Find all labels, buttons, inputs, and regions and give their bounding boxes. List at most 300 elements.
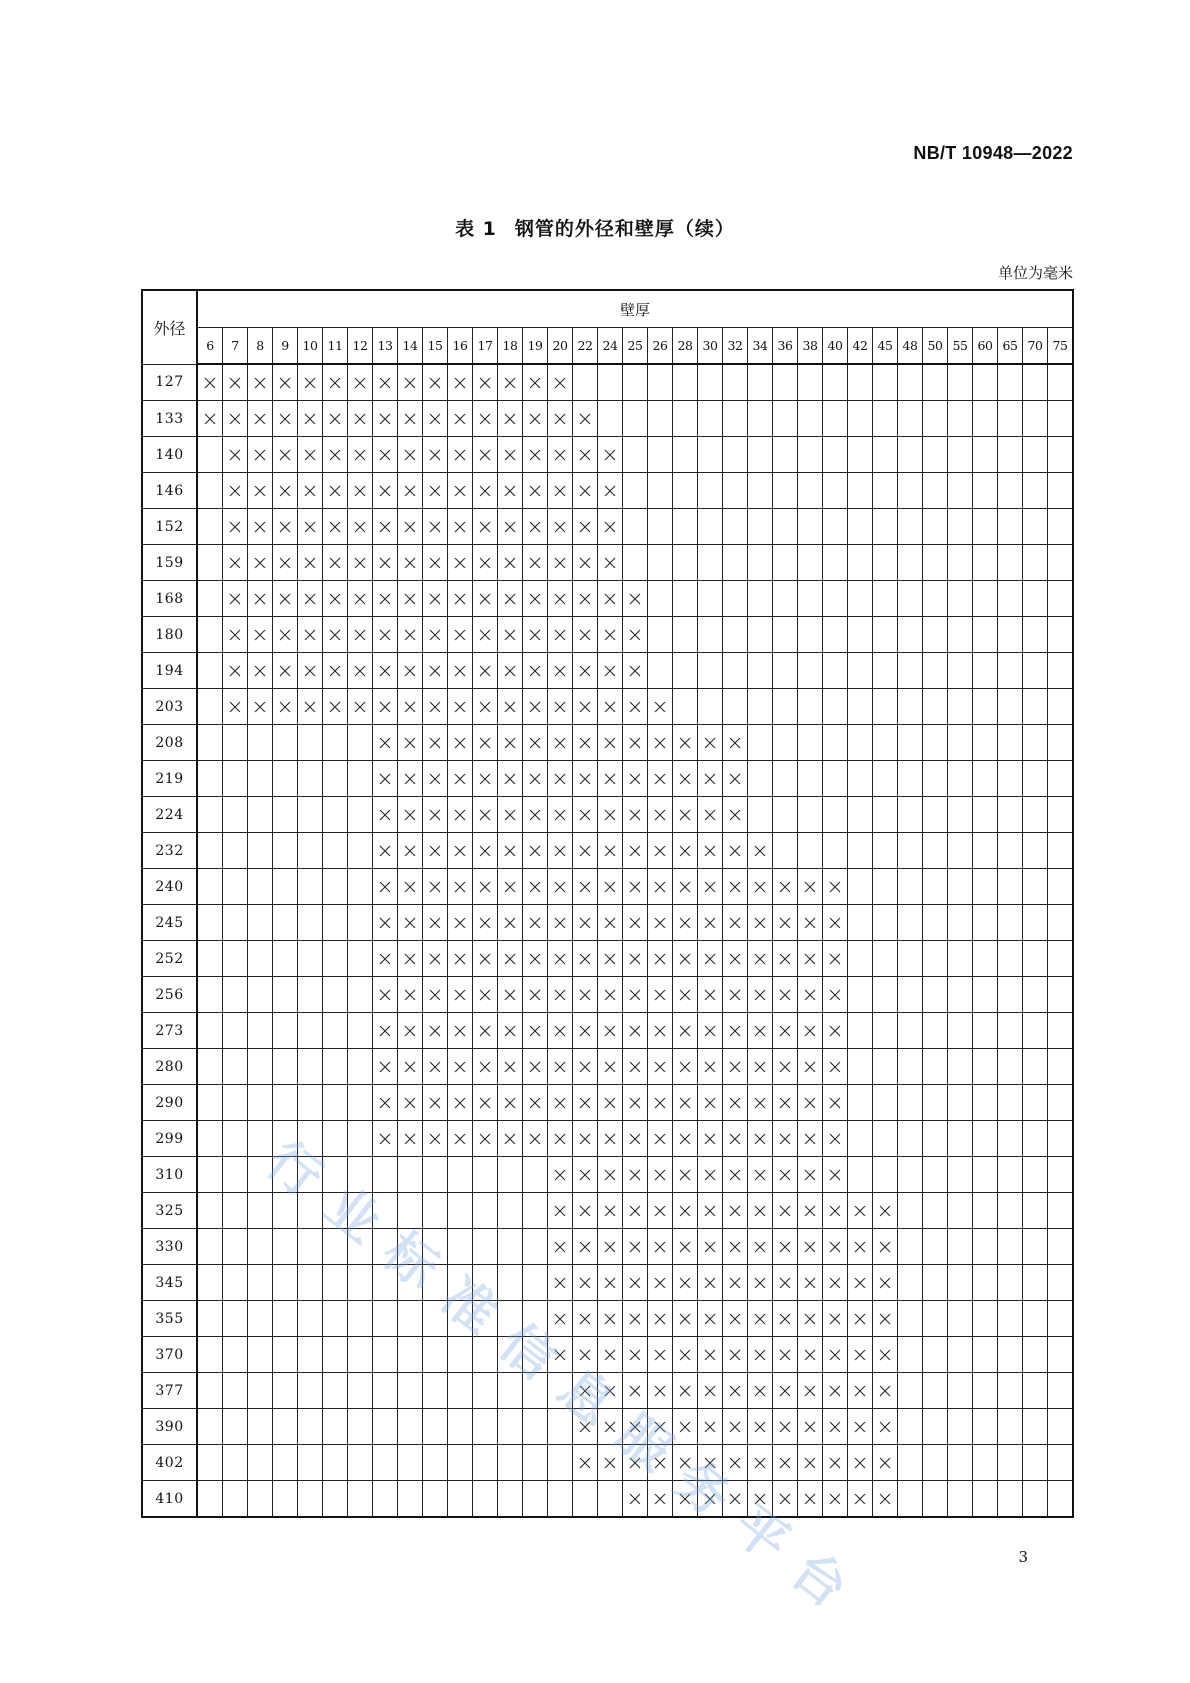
available-mark: [798, 1157, 823, 1193]
cross-mark-icon: [729, 1349, 741, 1361]
empty-cell: [773, 401, 798, 437]
empty-cell: [298, 1121, 323, 1157]
empty-cell: [648, 653, 673, 689]
cross-mark-icon: [404, 845, 416, 857]
cross-mark-icon: [404, 917, 416, 929]
cross-mark-icon: [429, 737, 441, 749]
empty-cell: [848, 725, 873, 761]
cross-mark-icon: [454, 989, 466, 1001]
empty-cell: [748, 653, 773, 689]
empty-cell: [923, 941, 948, 977]
cross-mark-icon: [604, 1457, 616, 1469]
empty-cell: [998, 1121, 1023, 1157]
cross-mark-icon: [479, 989, 491, 1001]
cross-mark-icon: [679, 1061, 691, 1073]
available-mark: [573, 1229, 598, 1265]
cross-mark-icon: [804, 1169, 816, 1181]
cross-mark-icon: [629, 1241, 641, 1253]
available-mark: [448, 869, 473, 905]
available-mark: [548, 509, 573, 545]
cross-mark-icon: [779, 989, 791, 1001]
empty-cell: [348, 905, 373, 941]
available-mark: [197, 401, 223, 437]
available-mark: [698, 1229, 723, 1265]
available-mark: [748, 1445, 773, 1481]
thickness-col-48: 48: [898, 328, 923, 365]
cross-mark-icon: [679, 1241, 691, 1253]
empty-cell: [848, 941, 873, 977]
empty-cell: [948, 905, 973, 941]
available-mark: [448, 1013, 473, 1049]
cross-mark-icon: [604, 1205, 616, 1217]
cross-mark-icon: [829, 1313, 841, 1325]
empty-cell: [848, 905, 873, 941]
cross-mark-icon: [729, 1097, 741, 1109]
cross-mark-icon: [654, 1241, 666, 1253]
empty-cell: [973, 364, 998, 401]
cross-mark-icon: [379, 1025, 391, 1037]
empty-cell: [423, 1265, 448, 1301]
cross-mark-icon: [829, 1493, 841, 1505]
empty-cell: [873, 725, 898, 761]
available-mark: [498, 1121, 523, 1157]
cross-mark-icon: [304, 557, 316, 569]
available-mark: [323, 581, 348, 617]
available-mark: [498, 545, 523, 581]
available-mark: [873, 1373, 898, 1409]
empty-cell: [348, 797, 373, 833]
available-mark: [498, 725, 523, 761]
cross-mark-icon: [479, 629, 491, 641]
available-mark: [523, 977, 548, 1013]
empty-cell: [948, 581, 973, 617]
empty-cell: [1048, 617, 1074, 653]
cross-mark-icon: [704, 1277, 716, 1289]
cross-mark-icon: [479, 809, 491, 821]
empty-cell: [273, 1085, 298, 1121]
empty-cell: [898, 941, 923, 977]
empty-cell: [673, 617, 698, 653]
cross-mark-icon: [379, 665, 391, 677]
thickness-header-row: [142, 328, 1073, 365]
empty-cell: [823, 725, 848, 761]
empty-cell: [923, 545, 948, 581]
available-mark: [798, 1481, 823, 1518]
empty-cell: [223, 1157, 248, 1193]
empty-cell: [323, 1301, 348, 1337]
available-mark: [723, 1229, 748, 1265]
empty-cell: [773, 725, 798, 761]
thickness-col-22: 22: [573, 328, 598, 365]
cross-mark-icon: [654, 809, 666, 821]
cross-mark-icon: [379, 1061, 391, 1073]
cross-mark-icon: [554, 665, 566, 677]
empty-cell: [673, 401, 698, 437]
empty-cell: [848, 761, 873, 797]
empty-cell: [1048, 1373, 1074, 1409]
available-mark: [598, 1049, 623, 1085]
available-mark: [498, 977, 523, 1013]
available-mark: [398, 941, 423, 977]
cross-mark-icon: [429, 629, 441, 641]
empty-cell: [1023, 1229, 1048, 1265]
available-mark: [197, 364, 223, 401]
cross-mark-icon: [729, 1025, 741, 1037]
cross-mark-icon: [804, 1025, 816, 1037]
cross-mark-icon: [729, 845, 741, 857]
cross-mark-icon: [879, 1457, 891, 1469]
empty-cell: [948, 725, 973, 761]
available-mark: [573, 1193, 598, 1229]
available-mark: [298, 545, 323, 581]
available-mark: [573, 905, 598, 941]
outer-diameter-cell: 299: [142, 1121, 197, 1157]
cross-mark-icon: [879, 1205, 891, 1217]
available-mark: [398, 653, 423, 689]
cross-mark-icon: [704, 845, 716, 857]
empty-cell: [998, 401, 1023, 437]
cross-mark-icon: [354, 665, 366, 677]
empty-cell: [698, 581, 723, 617]
empty-cell: [973, 1373, 998, 1409]
empty-cell: [523, 1265, 548, 1301]
available-mark: [373, 509, 398, 545]
empty-cell: [898, 1337, 923, 1373]
table-row: [142, 1409, 1073, 1445]
empty-cell: [248, 1445, 273, 1481]
empty-cell: [773, 689, 798, 725]
empty-cell: [848, 437, 873, 473]
cross-mark-icon: [529, 845, 541, 857]
cross-mark-icon: [404, 1097, 416, 1109]
empty-cell: [823, 545, 848, 581]
outer-diameter-cell: 146: [142, 473, 197, 509]
cross-mark-icon: [404, 629, 416, 641]
available-mark: [598, 1229, 623, 1265]
cross-mark-icon: [554, 593, 566, 605]
outer-diameter-cell: 152: [142, 509, 197, 545]
available-mark: [698, 725, 723, 761]
available-mark: [623, 1049, 648, 1085]
available-mark: [648, 761, 673, 797]
available-mark: [773, 869, 798, 905]
empty-cell: [873, 509, 898, 545]
empty-cell: [998, 1409, 1023, 1445]
cross-mark-icon: [629, 809, 641, 821]
empty-cell: [648, 401, 673, 437]
available-mark: [623, 869, 648, 905]
cross-mark-icon: [654, 701, 666, 713]
outer-diameter-cell: 208: [142, 725, 197, 761]
empty-cell: [773, 437, 798, 473]
available-mark: [373, 581, 398, 617]
empty-cell: [973, 1049, 998, 1085]
available-mark: [298, 653, 323, 689]
cross-mark-icon: [229, 485, 241, 497]
empty-cell: [223, 941, 248, 977]
cross-mark-icon: [804, 1061, 816, 1073]
cross-mark-icon: [804, 1493, 816, 1505]
available-mark: [823, 905, 848, 941]
available-mark: [673, 1085, 698, 1121]
empty-cell: [998, 761, 1023, 797]
available-mark: [398, 581, 423, 617]
available-mark: [448, 905, 473, 941]
available-mark: [723, 1157, 748, 1193]
available-mark: [223, 545, 248, 581]
cross-mark-icon: [629, 917, 641, 929]
cross-mark-icon: [254, 485, 266, 497]
empty-cell: [273, 1013, 298, 1049]
cross-mark-icon: [704, 1205, 716, 1217]
available-mark: [548, 1265, 573, 1301]
cross-mark-icon: [504, 989, 516, 1001]
empty-cell: [773, 617, 798, 653]
empty-cell: [398, 1229, 423, 1265]
empty-cell: [923, 689, 948, 725]
empty-cell: [998, 581, 1023, 617]
cross-mark-icon: [229, 413, 241, 425]
table-row: [142, 1085, 1073, 1121]
empty-cell: [223, 1373, 248, 1409]
cross-mark-icon: [454, 1097, 466, 1109]
available-mark: [448, 977, 473, 1013]
cross-mark-icon: [379, 413, 391, 425]
cross-mark-icon: [779, 1241, 791, 1253]
available-mark: [398, 977, 423, 1013]
table-row: [142, 1049, 1073, 1085]
empty-cell: [898, 1373, 923, 1409]
available-mark: [323, 437, 348, 473]
empty-cell: [948, 1373, 973, 1409]
empty-cell: [448, 1409, 473, 1445]
available-mark: [698, 941, 723, 977]
available-mark: [748, 905, 773, 941]
available-mark: [698, 1409, 723, 1445]
empty-cell: [323, 833, 348, 869]
empty-cell: [998, 364, 1023, 401]
available-mark: [448, 545, 473, 581]
outer-diameter-cell: 133: [142, 401, 197, 437]
cross-mark-icon: [329, 701, 341, 713]
available-mark: [548, 761, 573, 797]
cross-mark-icon: [429, 809, 441, 821]
cross-mark-icon: [629, 737, 641, 749]
available-mark: [823, 1373, 848, 1409]
empty-cell: [948, 1049, 973, 1085]
available-mark: [573, 401, 598, 437]
available-mark: [448, 689, 473, 725]
empty-cell: [298, 1049, 323, 1085]
empty-cell: [723, 401, 748, 437]
available-mark: [523, 653, 548, 689]
empty-cell: [773, 509, 798, 545]
available-mark: [373, 1121, 398, 1157]
empty-cell: [197, 1409, 223, 1445]
empty-cell: [197, 689, 223, 725]
cross-mark-icon: [604, 1385, 616, 1397]
cross-mark-icon: [679, 989, 691, 1001]
empty-cell: [848, 869, 873, 905]
empty-cell: [498, 1301, 523, 1337]
empty-cell: [523, 1481, 548, 1518]
empty-cell: [898, 1049, 923, 1085]
outer-diameter-cell: 290: [142, 1085, 197, 1121]
available-mark: [623, 761, 648, 797]
available-mark: [648, 797, 673, 833]
cross-mark-icon: [354, 593, 366, 605]
cross-mark-icon: [654, 845, 666, 857]
empty-cell: [723, 545, 748, 581]
cross-mark-icon: [629, 1133, 641, 1145]
empty-cell: [898, 689, 923, 725]
cross-mark-icon: [479, 917, 491, 929]
cross-mark-icon: [804, 1277, 816, 1289]
cross-mark-icon: [604, 629, 616, 641]
cross-mark-icon: [554, 629, 566, 641]
cross-mark-icon: [654, 953, 666, 965]
cross-mark-icon: [679, 1313, 691, 1325]
available-mark: [498, 1085, 523, 1121]
empty-cell: [948, 1157, 973, 1193]
table-row: [142, 689, 1073, 725]
empty-cell: [248, 905, 273, 941]
cross-mark-icon: [454, 737, 466, 749]
empty-cell: [1048, 1049, 1074, 1085]
cross-mark-icon: [604, 809, 616, 821]
empty-cell: [848, 401, 873, 437]
empty-cell: [298, 977, 323, 1013]
empty-cell: [398, 1157, 423, 1193]
available-mark: [673, 833, 698, 869]
available-mark: [748, 1193, 773, 1229]
empty-cell: [973, 797, 998, 833]
available-mark: [473, 905, 498, 941]
empty-cell: [223, 1013, 248, 1049]
cross-mark-icon: [654, 1349, 666, 1361]
empty-cell: [923, 1373, 948, 1409]
available-mark: [773, 1085, 798, 1121]
available-mark: [798, 1265, 823, 1301]
cross-mark-icon: [279, 557, 291, 569]
available-mark: [373, 833, 398, 869]
empty-cell: [1048, 473, 1074, 509]
cross-mark-icon: [454, 377, 466, 389]
cross-mark-icon: [604, 1097, 616, 1109]
cross-mark-icon: [804, 1133, 816, 1145]
available-mark: [548, 1013, 573, 1049]
empty-cell: [348, 1121, 373, 1157]
empty-cell: [248, 1157, 273, 1193]
empty-cell: [1048, 401, 1074, 437]
empty-cell: [773, 473, 798, 509]
available-mark: [573, 725, 598, 761]
empty-cell: [698, 437, 723, 473]
empty-cell: [948, 1301, 973, 1337]
empty-cell: [273, 1157, 298, 1193]
available-mark: [623, 653, 648, 689]
empty-cell: [1023, 1445, 1048, 1481]
cross-mark-icon: [454, 773, 466, 785]
cross-mark-icon: [554, 1349, 566, 1361]
empty-cell: [298, 1301, 323, 1337]
empty-cell: [1048, 833, 1074, 869]
cross-mark-icon: [704, 1241, 716, 1253]
outer-diameter-cell: 280: [142, 1049, 197, 1085]
available-mark: [823, 1337, 848, 1373]
available-mark: [348, 473, 373, 509]
empty-cell: [873, 1121, 898, 1157]
empty-cell: [973, 941, 998, 977]
cross-mark-icon: [829, 1061, 841, 1073]
cross-mark-icon: [654, 1277, 666, 1289]
available-mark: [348, 689, 373, 725]
cross-mark-icon: [404, 413, 416, 425]
cross-mark-icon: [504, 773, 516, 785]
available-mark: [223, 581, 248, 617]
empty-cell: [923, 1121, 948, 1157]
cross-mark-icon: [754, 1097, 766, 1109]
cross-mark-icon: [704, 737, 716, 749]
empty-cell: [898, 1265, 923, 1301]
cross-mark-icon: [604, 1061, 616, 1073]
available-mark: [698, 1337, 723, 1373]
cross-mark-icon: [254, 413, 266, 425]
thickness-col-17: 17: [473, 328, 498, 365]
cross-mark-icon: [704, 809, 716, 821]
available-mark: [298, 473, 323, 509]
available-mark: [423, 437, 448, 473]
cross-mark-icon: [554, 737, 566, 749]
cross-mark-icon: [679, 737, 691, 749]
available-mark: [673, 1373, 698, 1409]
available-mark: [548, 1301, 573, 1337]
empty-cell: [823, 437, 848, 473]
cross-mark-icon: [429, 593, 441, 605]
available-mark: [723, 1373, 748, 1409]
empty-cell: [398, 1373, 423, 1409]
cross-mark-icon: [629, 1061, 641, 1073]
empty-cell: [923, 1193, 948, 1229]
available-mark: [348, 437, 373, 473]
available-mark: [673, 1229, 698, 1265]
cross-mark-icon: [679, 1169, 691, 1181]
cross-mark-icon: [504, 917, 516, 929]
empty-cell: [873, 1049, 898, 1085]
empty-cell: [648, 364, 673, 401]
cross-mark-icon: [329, 629, 341, 641]
empty-cell: [798, 581, 823, 617]
available-mark: [698, 833, 723, 869]
cross-mark-icon: [654, 1457, 666, 1469]
empty-cell: [923, 1337, 948, 1373]
cross-mark-icon: [504, 1097, 516, 1109]
empty-cell: [998, 545, 1023, 581]
available-mark: [223, 401, 248, 437]
available-mark: [473, 437, 498, 473]
available-mark: [448, 1085, 473, 1121]
available-mark: [848, 1193, 873, 1229]
empty-cell: [373, 1157, 398, 1193]
available-mark: [673, 1049, 698, 1085]
cross-mark-icon: [729, 1421, 741, 1433]
available-mark: [648, 725, 673, 761]
empty-cell: [248, 869, 273, 905]
available-mark: [723, 1337, 748, 1373]
cross-mark-icon: [579, 1097, 591, 1109]
cross-mark-icon: [229, 557, 241, 569]
empty-cell: [273, 797, 298, 833]
